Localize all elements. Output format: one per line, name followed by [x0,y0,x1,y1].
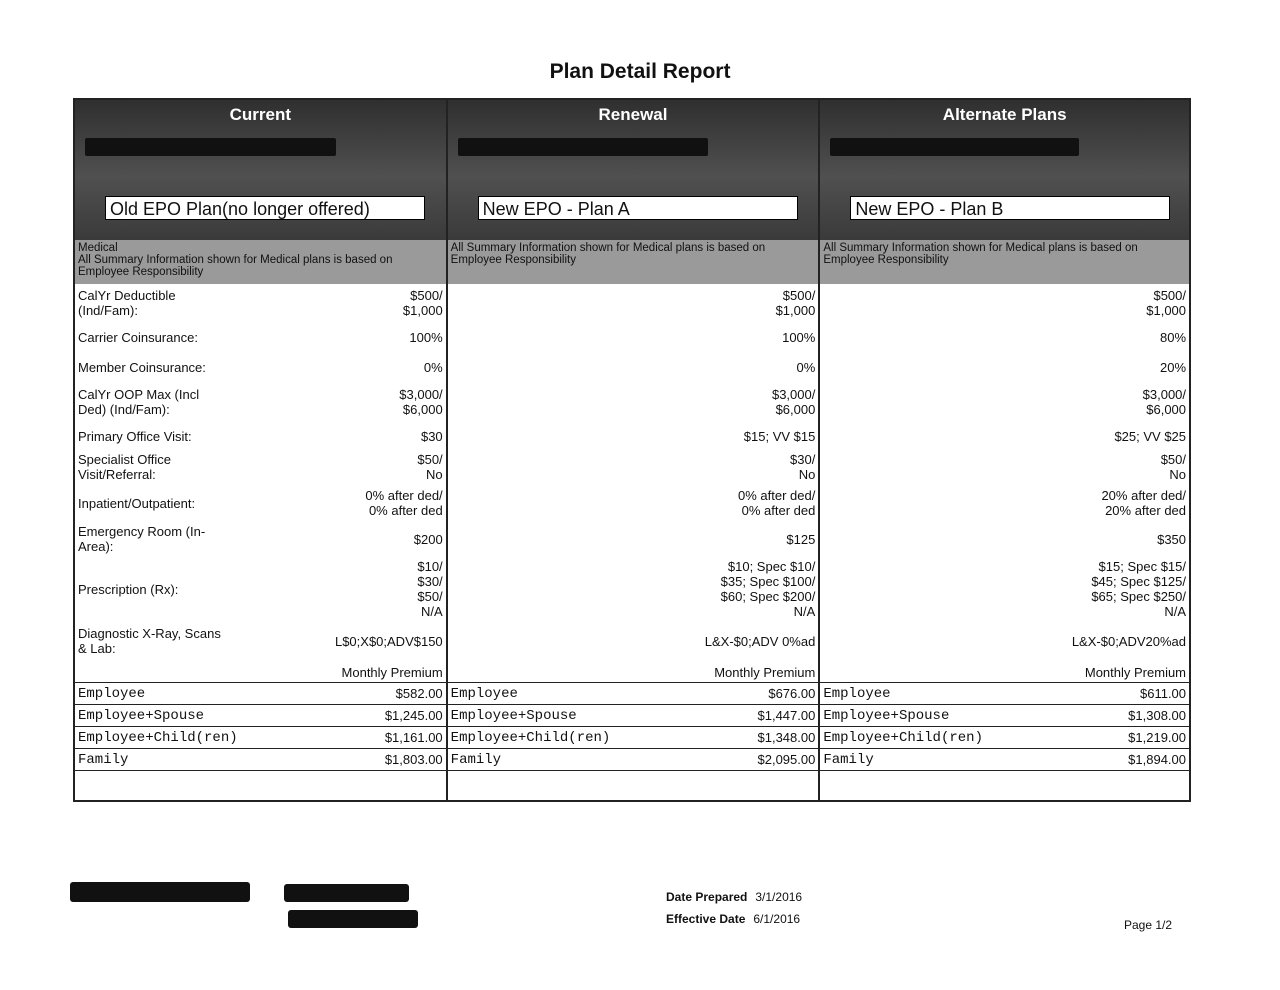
plan-name-box: Old EPO Plan(no longer offered) [105,196,425,220]
coverage-tier: Employee [78,685,146,702]
benefit-value: 0% after ded/ 0% after ded [738,488,816,518]
summary-note: All Summary Information shown for Medical plans is based on Employee Responsibility [820,240,1189,284]
plan-column-renewal [448,100,821,800]
premium-row [820,727,1189,749]
benefit-value: 20% after ded/ 20% after ded [1101,488,1187,518]
benefit-value: $3,000/ $6,000 [771,387,816,417]
premium-row [820,683,1189,705]
benefit-row [75,382,446,422]
premium-row [820,705,1189,727]
benefit-row [75,484,446,522]
benefit-value: $30/ No [790,452,816,482]
benefit-value: $500/ $1,000 [775,288,816,318]
benefit-row [75,522,446,556]
coverage-tier: Family [823,751,874,768]
benefit-value: 80% [1159,329,1187,345]
benefit-row [820,322,1189,352]
benefit-row [820,450,1189,484]
coverage-tier: Employee+Child(ren) [823,729,983,746]
summary-note: Medical All Summary Information shown for Medical plans is based on Employee Responsibility [75,240,446,284]
benefit-label: CalYr OOP Max (Incl Ded) (Ind/Fam): [78,387,200,417]
benefit-value: 0% [423,359,443,375]
benefit-row [448,422,819,450]
benefit-label: Primary Office Visit: [78,428,192,444]
benefit-row [820,522,1189,556]
benefit-row [448,622,819,660]
benefit-value: $30 [420,428,443,444]
column-title: Renewal [598,105,668,124]
date-prepared [666,890,802,904]
benefit-value: $10/ $30/ $50/ N/A [417,559,443,619]
benefit-label: Specialist Office Visit/Referral: [78,452,171,482]
benefit-row [448,382,819,422]
effective-date-value: 6/1/2016 [753,912,801,926]
premium-row [448,683,819,705]
redaction-bar [70,882,250,902]
premium-header: Monthly Premium [341,665,443,680]
column-title: Current [229,105,292,124]
benefit-value: $500/ $1,000 [1146,288,1187,318]
benefit-label: Carrier Coinsurance: [78,329,198,345]
benefit-row [820,284,1189,322]
premium-table [820,682,1189,771]
premium-header: Monthly Premium [1084,665,1187,680]
benefit-row [75,622,446,660]
benefit-row [448,522,819,556]
coverage-tier: Employee+Spouse [823,707,950,724]
benefit-label: Diagnostic X-Ray, Scans & Lab: [78,626,221,656]
benefit-value: $3,000/ $6,000 [399,387,443,417]
benefit-rows [448,284,819,660]
benefit-rows [820,284,1189,660]
benefit-row [820,556,1189,622]
column-header [75,100,446,240]
effective-date-label: Effective Date [666,912,746,926]
benefit-label: CalYr Deductible (Ind/Fam): [78,288,176,318]
premium-amount: $1,308.00 [1128,708,1187,723]
premium-amount: $611.00 [1139,686,1187,701]
benefit-value: $25; VV $25 [1114,428,1187,444]
effective-date [666,912,800,926]
premium-row [820,749,1189,771]
premium-row [448,705,819,727]
benefit-row [448,450,819,484]
coverage-tier: Employee+Child(ren) [78,729,238,746]
benefit-value: $15; Spec $15/ $45; Spec $125/ $65; Spec $250/ N/A [1091,559,1187,619]
redaction-bar [85,138,336,156]
premium-amount: $1,219.00 [1128,730,1187,745]
premium-amount: $2,095.00 [757,752,816,767]
premium-header: Monthly Premium [714,665,816,680]
benefit-value: 0% [796,359,816,375]
premium-row [448,749,819,771]
premium-amount: $1,348.00 [757,730,816,745]
benefit-row [820,422,1189,450]
benefit-value: L&X-$0;ADV 0%ad [704,633,816,649]
benefit-value: $350 [1157,531,1187,547]
coverage-tier: Employee+Spouse [450,707,577,724]
column-title: Alternate Plans [942,105,1067,124]
benefit-value: 0% after ded/ 0% after ded [365,488,443,518]
benefit-row [75,422,446,450]
benefit-value: $10; Spec $10/ $35; Spec $100/ $60; Spec $200/ N/A [720,559,816,619]
coverage-tier: Employee [450,685,518,702]
premium-row [75,705,446,727]
benefit-value: $200 [413,531,443,547]
date-prepared-label: Date Prepared [666,890,748,904]
benefit-label: Prescription (Rx): [78,581,179,597]
plan-column-current [75,100,448,800]
benefit-row [820,382,1189,422]
plan-comparison-table [73,98,1191,802]
coverage-tier: Employee+Child(ren) [450,729,611,746]
benefit-value: $3,000/ $6,000 [1142,387,1187,417]
benefit-value: L$0;X$0;ADV$150 [334,633,443,649]
premium-row [75,683,446,705]
benefit-row [75,556,446,622]
redaction-bar [284,884,409,902]
coverage-tier: Family [78,751,129,768]
benefit-value: 100% [782,329,816,345]
premium-row [448,727,819,749]
coverage-tier: Family [450,751,502,768]
benefit-rows [75,284,446,660]
benefit-value: $500/ $1,000 [402,288,443,318]
premium-amount: $1,803.00 [384,752,443,767]
benefit-row [820,484,1189,522]
benefit-row [75,322,446,352]
benefit-row [448,484,819,522]
benefit-value: 100% [409,329,443,345]
plan-name-box: New EPO - Plan B [850,196,1170,220]
benefit-value: $15; VV $15 [743,428,816,444]
summary-note: All Summary Information shown for Medical plans is based on Employee Responsibility [448,240,819,284]
benefit-label: Inpatient/Outpatient: [78,495,196,511]
premium-row [75,749,446,771]
benefit-row [75,284,446,322]
premium-amount: $1,245.00 [384,708,443,723]
benefit-value: L&X-$0;ADV20%ad [1071,633,1187,649]
premium-amount: $582.00 [395,686,443,701]
benefit-value: $50/ No [1160,452,1187,482]
column-header [448,100,819,240]
benefit-value: $50/ No [417,452,443,482]
premium-amount: $1,894.00 [1128,752,1187,767]
premium-amount: $1,447.00 [757,708,816,723]
benefit-label: Emergency Room (In-Area): [78,524,206,554]
date-prepared-value: 3/1/2016 [755,890,803,904]
premium-row [75,727,446,749]
premium-amount: $1,161.00 [384,730,443,745]
report-title: Plan Detail Report [549,60,731,83]
page-number: Page 1/2 [1124,918,1173,932]
redaction-bar [288,910,418,928]
benefit-row [448,556,819,622]
benefit-row [75,352,446,382]
coverage-tier: Employee [823,685,891,702]
benefit-row [75,450,446,484]
benefit-row [820,622,1189,660]
plan-name-box: New EPO - Plan A [478,196,798,220]
benefit-value: 20% [1159,359,1187,375]
benefit-value: $125 [786,531,816,547]
benefit-row [448,322,819,352]
redaction-bar [458,138,709,156]
premium-amount: $676.00 [768,686,816,701]
column-header [820,100,1189,240]
plan-column-alternate [820,100,1189,800]
coverage-tier: Employee+Spouse [78,707,205,724]
premium-table [75,682,446,771]
benefit-row [820,352,1189,382]
benefit-row [448,352,819,382]
benefit-row [448,284,819,322]
benefit-label: Member Coinsurance: [78,359,206,375]
redaction-bar [830,138,1079,156]
premium-table [448,682,819,771]
